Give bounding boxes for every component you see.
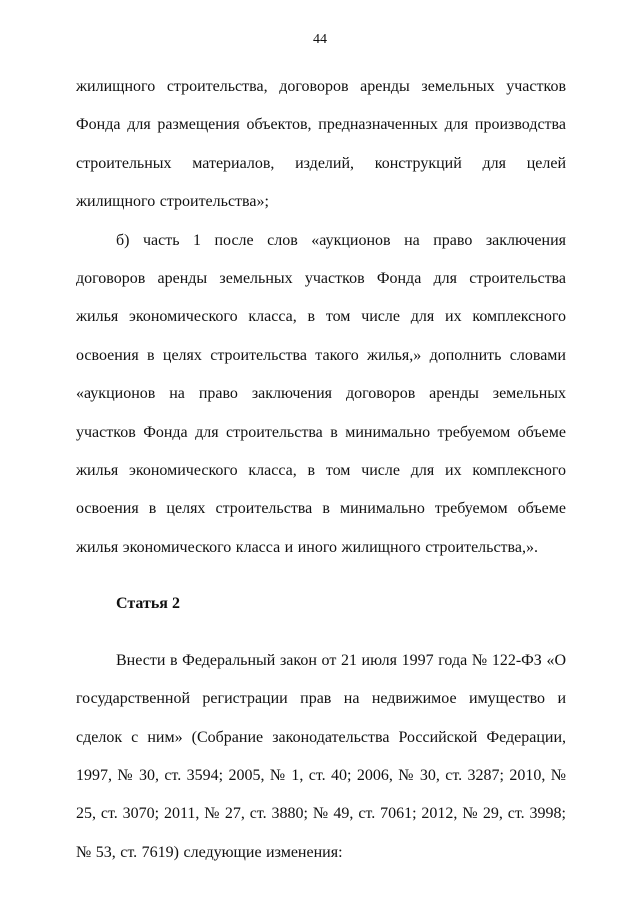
paragraph-subclause-b: б) часть 1 после слов «аукционов на право заключения договоров аренды земельных участков Фонда для строительства жилья экономического класса, в том числе для их комплексного освоения в целях строительства такого жилья,» дополнить словами «аукционов на право заключения договоров аренды земельных участков Фонда для строительства в минимально требуемом объеме жилья экономического класса, в том числе для их комплексного освоения в целях строительства в минимально требуемом объеме жилья экономического класса и иного жилищного строительства,».	[76, 231, 566, 556]
document-body	[76, 68, 566, 872]
page-number: 44	[313, 32, 327, 47]
article-heading: Статья 2	[116, 595, 180, 613]
paragraph-continuation: жилищного строительства, договоров аренды земельных участков Фонда для размещения объектов, предназначенных для производства строительных материалов, изделий, конструкций для целей жилищного строительства»;	[76, 78, 566, 211]
paragraph-article-2: Внести в Федеральный закон от 21 июля 1997 года № 122-ФЗ «О государственной регистрации прав на недвижимое имущество и сделок с ним» (Собрание законодательства Российской Федерации, 1997, № 30, ст. 3594; 2005, № 1, ст. 40; 2006, № 30, ст. 3287; 2010, № 25, ст. 3070; 2011, № 27, ст. 3880; № 49, ст. 7061; 2012, № 29, ст. 3998; № 53, ст. 7619) следующие изменения:	[76, 651, 566, 861]
